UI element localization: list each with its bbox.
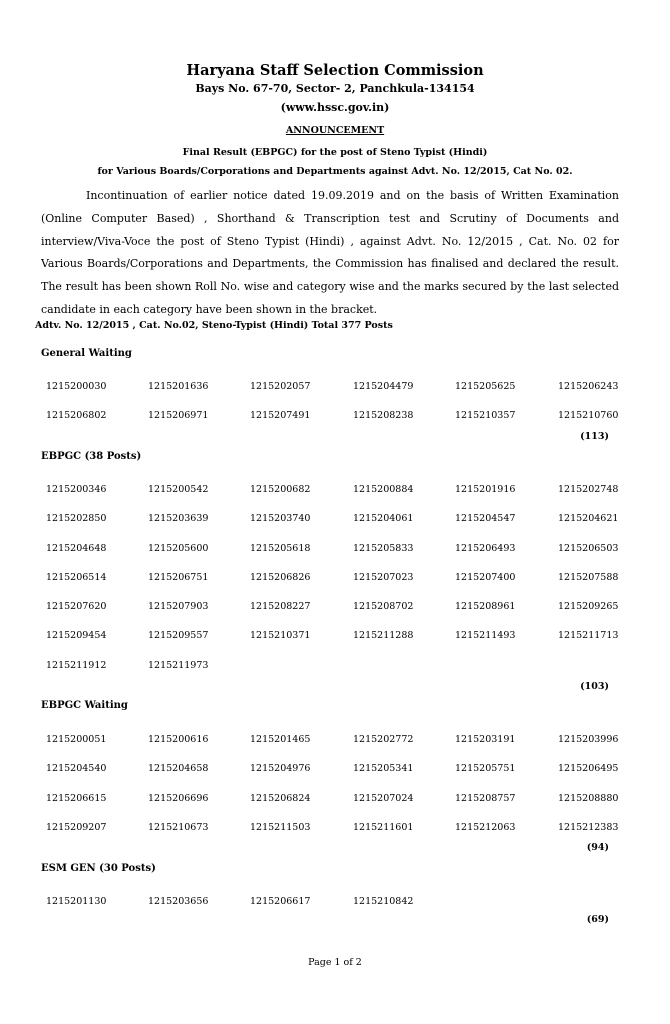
roll-number: 1215200682 (250, 484, 311, 495)
roll-number: 1215206696 (148, 792, 209, 804)
roll-number: 1215211601 (353, 821, 414, 833)
roll-row (46, 484, 626, 513)
roll-number: 1215201636 (148, 381, 209, 392)
roll-number: 1215205600 (148, 542, 209, 554)
roll-number: 1215204540 (46, 763, 107, 775)
roll-number: 1215211288 (353, 630, 414, 642)
roll-grid-general-waiting (46, 381, 626, 440)
roll-number: 1215206971 (148, 410, 209, 422)
roll-number: 1215207400 (455, 571, 516, 583)
roll-number: 1215206751 (148, 571, 209, 583)
roll-number: 1215205618 (250, 542, 311, 554)
roll-number: 1215204061 (353, 513, 414, 525)
roll-number: 1215211912 (46, 659, 107, 671)
notice-paragraph: Incontinuation of earlier notice dated 19.09.2019 and on the basis of Written Examination (Online Computer Based) , Shorthand & Transcription test and Scrutiny of Documents and interview/Viva-Voce the post of Steno Typist (Hindi) , against Advt. No. 12/2015 , Cat. No. 02 for Various Boards/Corporations and Departments, the Commission has finalised and declared the result. The result has been shown Roll No. wise and category wise and the marks secured by the last selected candidate in each category have been shown in the bracket. (41, 189, 619, 316)
roll-number: 1215210357 (455, 410, 516, 422)
roll-number: 1215211713 (558, 630, 619, 642)
announcement-heading: ANNOUNCEMENT (285, 125, 385, 136)
advt-summary-line: Adtv. No. 12/2015 , Cat. No.02, Steno-Typist (Hindi) Total 377 Posts (35, 320, 393, 331)
roll-number: 1215207024 (353, 792, 414, 804)
roll-number: 1215206826 (250, 571, 311, 583)
roll-row (46, 763, 626, 792)
roll-number: 1215202772 (353, 734, 414, 745)
roll-number: 1215200051 (46, 734, 107, 745)
roll-number: 1215212063 (455, 821, 516, 833)
roll-number: 1215200884 (353, 484, 414, 495)
roll-number: 1215200030 (46, 381, 107, 392)
roll-number: 1215201130 (46, 896, 107, 907)
roll-row (46, 734, 626, 763)
roll-number: 1215210842 (353, 896, 414, 907)
roll-number: 1215208961 (455, 601, 516, 613)
roll-row (46, 896, 626, 925)
roll-number: 1215211973 (148, 659, 209, 671)
roll-number: 1215209557 (148, 630, 209, 642)
roll-number: 1215204479 (353, 381, 414, 392)
roll-number: 1215205625 (455, 381, 516, 392)
cutoff-marks-esm-gen: (69) (586, 914, 609, 925)
roll-number: 1215202850 (46, 513, 107, 525)
roll-number: 1215201916 (455, 484, 516, 495)
roll-number: 1215206493 (455, 542, 516, 554)
roll-number: 1215206503 (558, 542, 619, 554)
roll-number: 1215203656 (148, 896, 209, 907)
roll-row (46, 822, 626, 851)
roll-number: 1215208227 (250, 601, 311, 613)
roll-row (46, 601, 626, 630)
roll-number: 1215201465 (250, 734, 311, 745)
roll-number: 1215204976 (250, 763, 311, 775)
roll-number: 1215205751 (455, 763, 516, 775)
roll-number: 1215206824 (250, 792, 311, 804)
commission-title: Haryana Staff Selection Commission (186, 62, 484, 79)
roll-number: 1215204648 (46, 542, 107, 554)
roll-number: 1215207588 (558, 571, 619, 583)
roll-number: 1215207491 (250, 410, 311, 422)
roll-number: 1215208880 (558, 792, 619, 804)
roll-row (46, 410, 626, 439)
roll-number: 1215200542 (148, 484, 209, 495)
roll-row (46, 543, 626, 572)
roll-number: 1215210371 (250, 630, 311, 642)
roll-number: 1215203191 (455, 734, 516, 745)
roll-row (46, 660, 626, 689)
roll-number: 1215205341 (353, 763, 414, 775)
roll-number: 1215206615 (46, 792, 107, 804)
roll-number: 1215204547 (455, 513, 516, 525)
cutoff-marks-general-waiting: (113) (580, 431, 609, 442)
roll-row (46, 513, 626, 542)
roll-row (46, 793, 626, 822)
roll-number: 1215209265 (558, 601, 619, 613)
roll-number: 1215209454 (46, 630, 107, 642)
section-heading-general-waiting: General Waiting (41, 348, 132, 359)
roll-number: 1215206514 (46, 571, 107, 583)
roll-number: 1215203740 (250, 513, 311, 525)
cutoff-marks-ebpgc-waiting: (94) (586, 842, 609, 853)
roll-number: 1215206243 (558, 381, 619, 392)
roll-number: 1215208702 (353, 601, 414, 613)
roll-number: 1215208757 (455, 792, 516, 804)
roll-number: 1215206617 (250, 896, 311, 907)
roll-row (46, 381, 626, 410)
roll-number: 1215211493 (455, 630, 516, 642)
page-number: Page 1 of 2 (308, 957, 362, 968)
roll-number: 1215203639 (148, 513, 209, 525)
cutoff-marks-ebpgc: (103) (580, 681, 609, 692)
roll-row (46, 572, 626, 601)
roll-grid-ebpgc-waiting (46, 734, 626, 851)
roll-number: 1215210760 (558, 410, 619, 422)
roll-number: 1215206495 (558, 763, 619, 775)
result-subtitle: Final Result (EBPGC) for the post of Steno Typist (Hindi) (182, 147, 488, 158)
roll-number: 1215209207 (46, 821, 107, 833)
roll-number: 1215210673 (148, 821, 209, 833)
commission-website: (www.hssc.gov.in) (280, 101, 390, 114)
commission-address: Bays No. 67-70, Sector- 2, Panchkula-134154 (195, 82, 475, 95)
roll-grid-ebpgc (46, 484, 626, 689)
roll-number: 1215204621 (558, 513, 619, 525)
roll-grid-esm-gen (46, 896, 626, 925)
roll-number: 1215207620 (46, 601, 107, 613)
section-heading-esm-gen: ESM GEN (30 Posts) (41, 863, 156, 874)
roll-number: 1215204658 (148, 763, 209, 775)
roll-number: 1215207903 (148, 601, 209, 613)
roll-number: 1215212383 (558, 821, 619, 833)
roll-number: 1215211503 (250, 821, 311, 833)
roll-row (46, 630, 626, 659)
roll-number: 1215200616 (148, 734, 209, 745)
section-heading-ebpgc: EBPGC (38 Posts) (41, 451, 142, 462)
roll-number: 1215207023 (353, 571, 414, 583)
roll-number: 1215203996 (558, 734, 619, 745)
result-subtitle-2: for Various Boards/Corporations and Departments against Advt. No. 12/2015, Cat No. 02. (97, 166, 573, 177)
roll-number: 1215202748 (558, 484, 619, 495)
roll-number: 1215202057 (250, 381, 311, 392)
roll-number: 1215206802 (46, 410, 107, 422)
roll-number: 1215205833 (353, 542, 414, 554)
roll-number: 1215208238 (353, 410, 414, 422)
roll-number: 1215200346 (46, 484, 107, 495)
section-heading-ebpgc-waiting: EBPGC Waiting (41, 700, 128, 711)
